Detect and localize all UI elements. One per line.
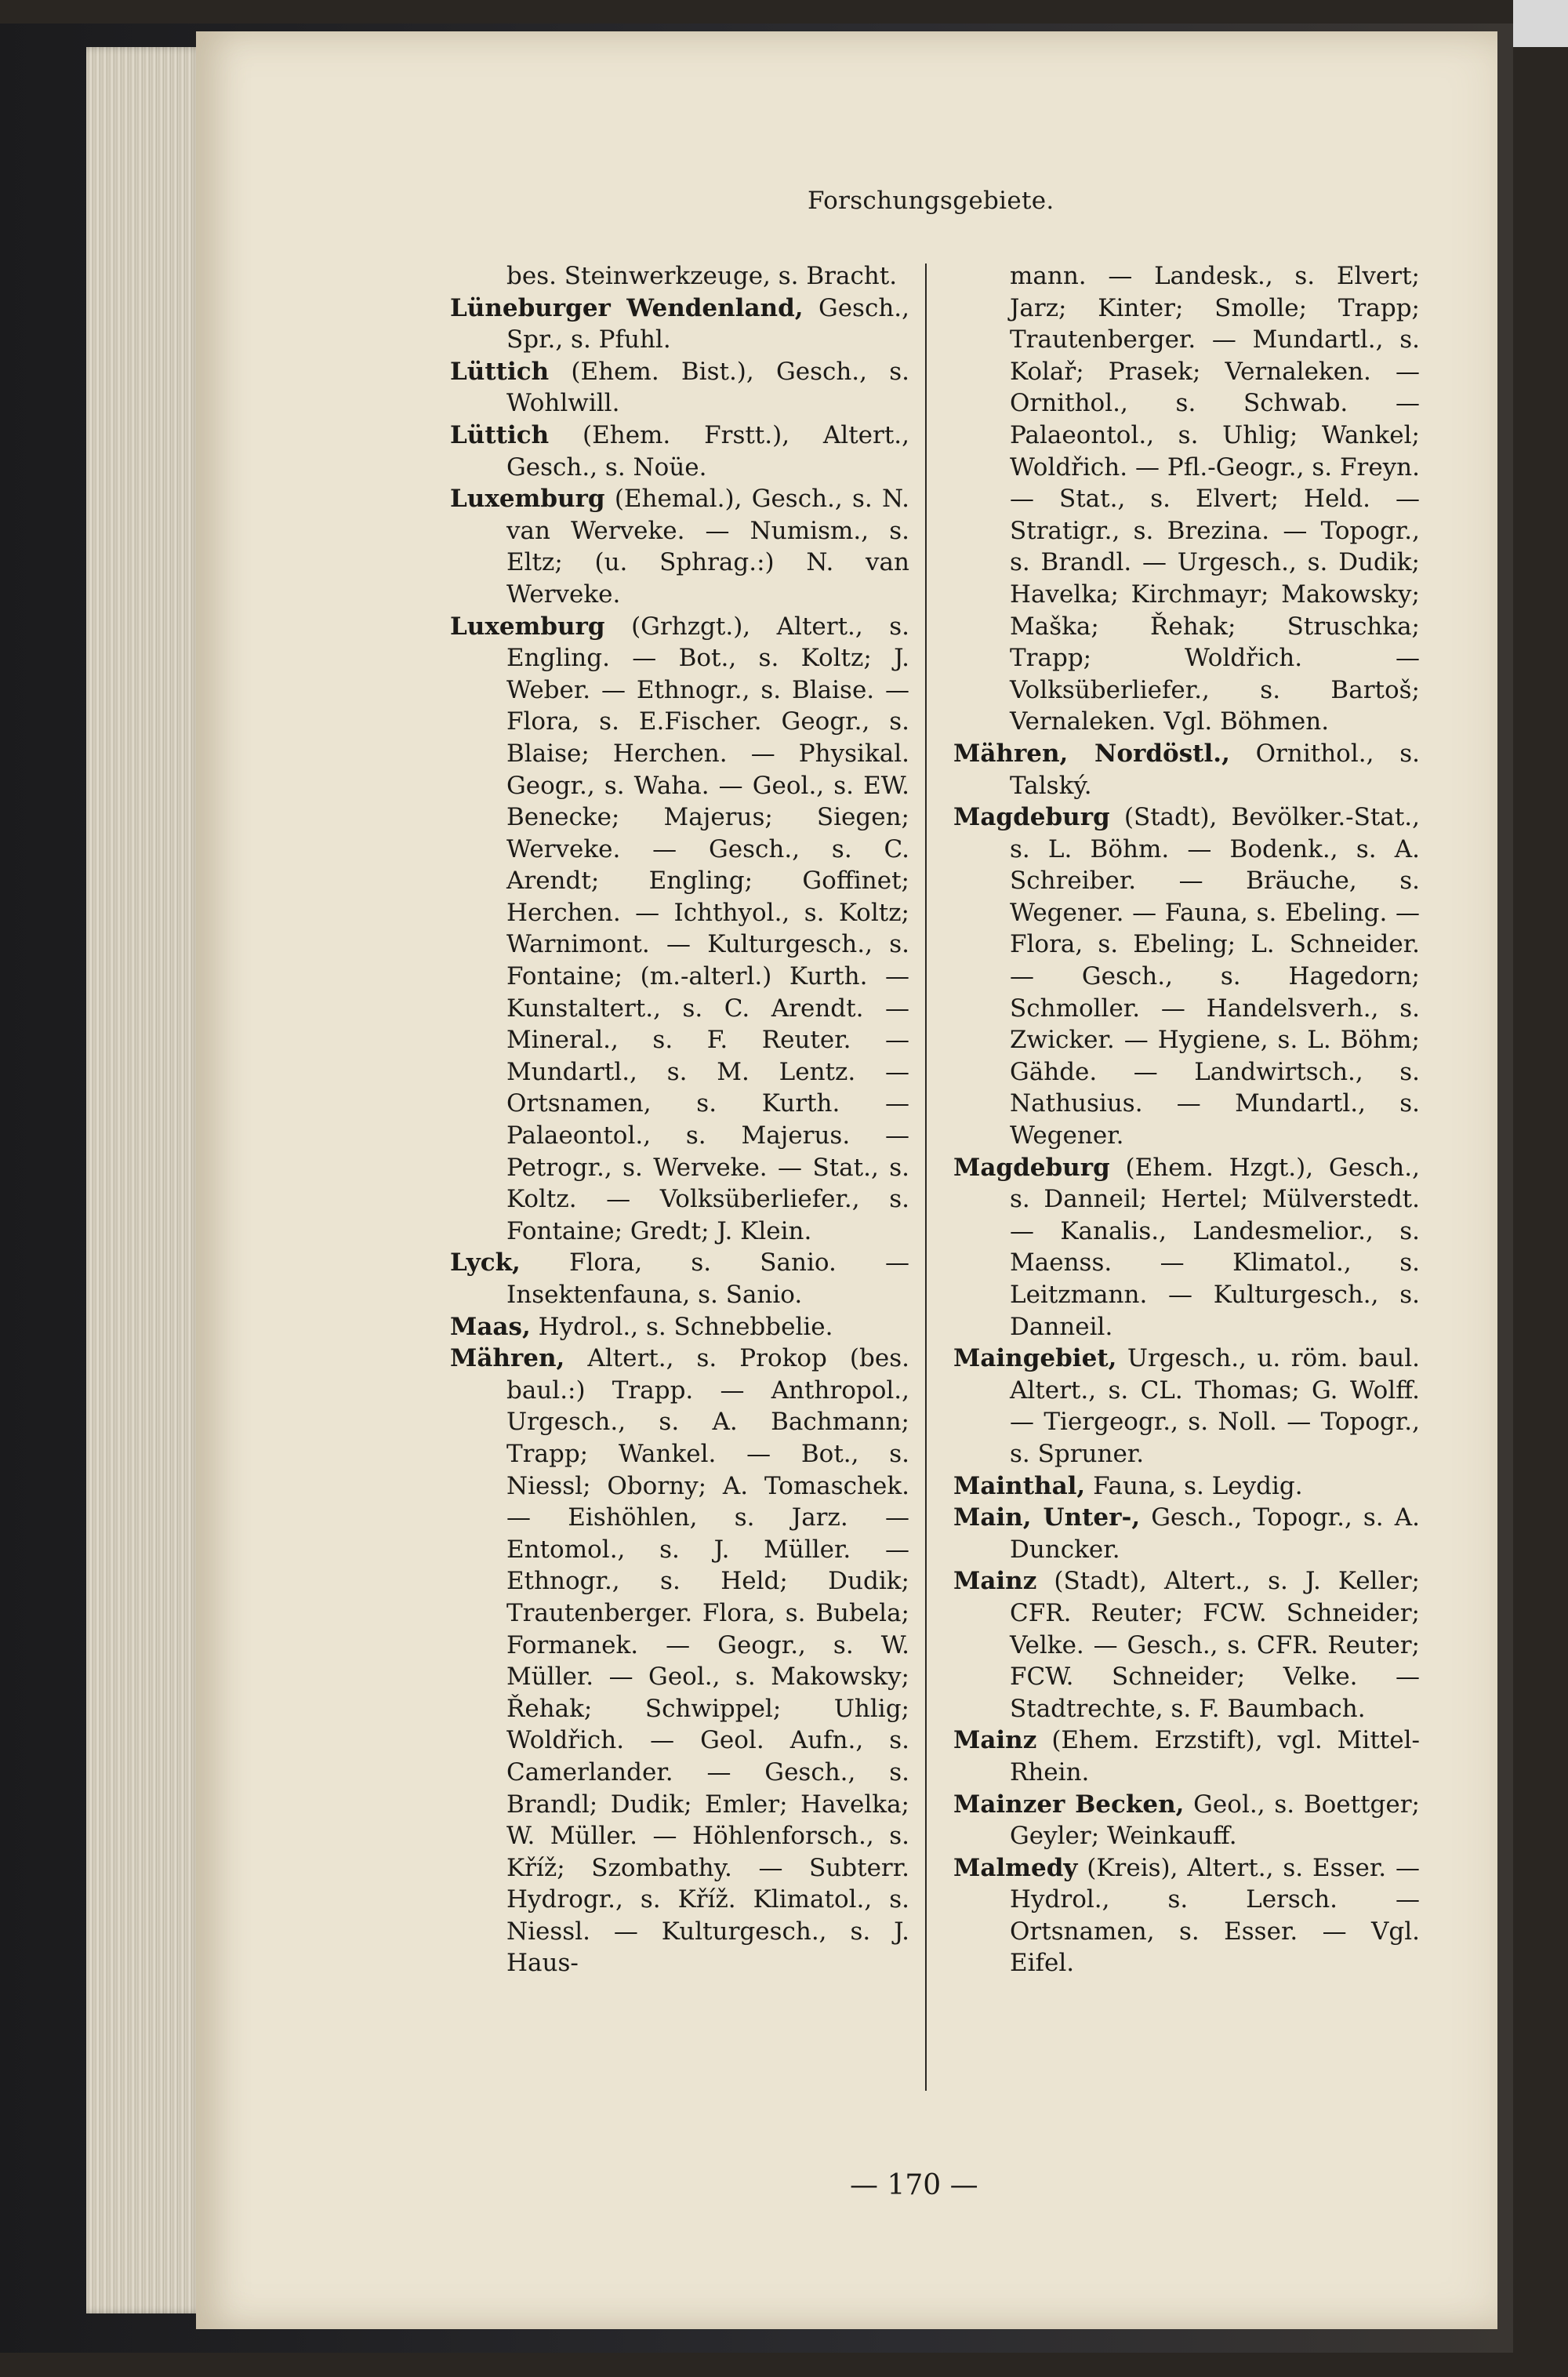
entry-text: (Ehem. Frstt.), Altert., Gesch., s. Noüe. [506, 420, 909, 482]
index-entry [450, 260, 909, 293]
entry-headword: Mainthal, [953, 1471, 1086, 1500]
index-entry [450, 420, 909, 483]
entry-text: Fauna, s. Leydig. [1093, 1471, 1303, 1500]
entry-headword: Main, Unter-, [953, 1503, 1141, 1532]
entry-headword: Luxemburg [450, 485, 605, 514]
running-head: Forschungsgebiete. [808, 187, 1054, 215]
index-entry [450, 356, 909, 420]
entry-headword: Mainz [953, 1726, 1037, 1755]
index-entry [450, 1343, 909, 1979]
index-entry [450, 611, 909, 1248]
index-entry [953, 1789, 1420, 1852]
index-entry [953, 1502, 1420, 1565]
index-entry [953, 801, 1420, 1152]
entry-text: (Kreis), Altert., s. Esser. — Hydrol., s. Lersch. — Ortsnamen, s. Esser. — Vgl. Eifel. [1010, 1853, 1420, 1978]
entry-text: (Grhzgt.), Altert., s. Engling. — Bot., s. Koltz; J. Weber. — Ethnogr., s. Blaise. — Flora, s. E.Fischer. Geogr., s. Blaise; Herchen. — Physikal. Geogr., s. Waha. — Geol., s. EW. Benecke; Majerus; Siegen; Werveke. — Gesch., s. C. Arendt; Engling; Goffinet; Herchen. — Ichthyol., s. Koltz; Warnimont. — Kulturgesch., s. Fontaine; (m.-alterl.) Kurth. — Kunstaltert., s. C. Arendt. — Mineral., s. F. Reuter. — Mundartl., s. M. Lentz. — Ortsnamen, s. Kurth. — Palaeontol., s. Majerus. — Petrogr., s. Werveke. — Stat., s. Koltz. — Volksüberliefer., s. Fontaine; Gredt; J. Klein. [506, 612, 909, 1245]
entry-text: (Stadt), Altert., s. J. Keller; CFR. Reuter; FCW. Schneider; Velke. — Gesch., s. CFR. Reuter; FCW. Schneider; Velke. — Stadtrechte, s. F. Baumbach. [1010, 1567, 1420, 1723]
entry-headword: Maas, [450, 1312, 531, 1341]
entry-text: Geol., s. Boettger; Geyler; Weinkauff. [1010, 1790, 1420, 1851]
entry-text: Urgesch., u. röm. baul. Altert., s. CL. Thomas; G. Wolff. — Tiergeogr., s. Noll. — Topogr., s. Spruner. [1010, 1344, 1420, 1468]
index-entry [953, 260, 1420, 738]
index-entry [953, 1470, 1420, 1503]
page-number: — 170 — [850, 2169, 978, 2201]
entry-headword: Luxemburg [450, 612, 605, 641]
entry-text: (Ehem. Bist.), Gesch., s. Wohlwill. [506, 357, 909, 418]
entry-headword: Lyck, [450, 1248, 521, 1278]
index-entry [450, 1247, 909, 1310]
index-entry [953, 1565, 1420, 1725]
entry-text: (Ehem. Erzstift), vgl. Mittel-Rhein. [1010, 1726, 1420, 1786]
entry-headword: Malmedy [953, 1853, 1078, 1882]
index-entry [953, 1152, 1420, 1343]
entry-headword: Mähren, [450, 1344, 565, 1373]
page-edges [86, 47, 204, 2313]
index-entry [953, 738, 1420, 801]
left-column [450, 260, 909, 1979]
scan-corner [1513, 0, 1568, 47]
entry-headword: Lüttich [450, 420, 550, 449]
entry-headword: Magdeburg [953, 1153, 1110, 1182]
entry-text: (Stadt), Bevölker.-Stat., s. L. Böhm. — Bodenk., s. A. Schreiber. — Bräuche, s. Wegener. — Fauna, s. Ebeling. — Flora, s. Ebeling; L. Schneider. — Gesch., s. Hagedorn; Schmoller. — Handelsverh., s. Zwicker. — Hygiene, s. L. Böhm; Gähde. — Landwirtsch., s. Nathusius. — Mundartl., s. Wegener. [1010, 803, 1420, 1150]
entry-text: (Ehemal.), Gesch., s. N. van Werveke. — Numism., s. Eltz; (u. Sphrag.:) N. van Werveke. [506, 485, 909, 609]
index-entry [953, 1725, 1420, 1788]
entry-text: bes. Steinwerkzeuge, s. Bracht. [506, 262, 898, 290]
index-entry [450, 293, 909, 356]
entry-text: mann. — Landesk., s. Elvert; Jarz; Kinter; Smolle; Trapp; Trautenberger. — Mundartl., s. Kolař; Prasek; Vernaleken. — Ornithol., s. Schwab. — Palaeontol., s. Uhlig; Wankel; Woldřich. — Pfl.-Geogr., s. Freyn. — Stat., s. Elvert; Held. — Stratigr., s. Brezina. — Topogr., s. Brandl. — Urgesch., s. Dudik; Havelka; Kirchmayr; Makowsky; Maška; Řehak; Struschka; Trapp; Woldřich. — Volksüberliefer., s. Bartoš; Vernaleken. Vgl. Böhmen. [1010, 262, 1420, 736]
column-rule [925, 264, 927, 2091]
entry-headword: Mainz [953, 1567, 1037, 1596]
entry-text: Hydrol., s. Schnebbelie. [538, 1312, 833, 1341]
entry-text: Flora, s. Sanio. — Insektenfauna, s. Sanio. [506, 1248, 909, 1309]
entry-headword: Lüneburger Wendenland, [450, 293, 804, 322]
entry-headword: Maingebiet, [953, 1344, 1117, 1373]
index-entry [953, 1343, 1420, 1470]
index-entry [450, 483, 909, 610]
entry-headword: Mainzer Becken, [953, 1790, 1185, 1819]
index-entry [953, 1852, 1420, 1979]
right-column [953, 260, 1420, 1979]
index-entry [450, 1311, 909, 1343]
entry-text: Ornithol., s. Talský. [1010, 739, 1420, 800]
entry-headword: Mähren, Nordöstl., [953, 739, 1230, 768]
entry-text: Gesch., Topogr., s. A. Duncker. [1010, 1503, 1420, 1564]
entry-text: Altert., s. Prokop (bes. baul.:) Trapp. — Anthropol., Urgesch., s. A. Bachmann; Trapp; Wankel. — Bot., s. Niessl; Oborny; A. Tomaschek. — Eishöhlen, s. Jarz. — Entomol., s. J. Müller. — Ethnogr., s. Held; Dudik; Trautenberger. Flora, s. Bubela; Formanek. — Geogr., s. W. Müller. — Geol., s. Makowsky; Řehak; Schwippel; Uhlig; Woldřich. — Geol. Aufn., s. Camerlander. — Gesch., s. Brandl; Dudik; Emler; Havelka; W. Müller. — Höhlenforsch., s. Kříž; Szombathy. — Subterr. Hydrogr., s. Kříž. Klimatol., s. Niessl. — Kulturgesch., s. J. Haus- [506, 1344, 909, 1978]
entry-text: (Ehem. Hzgt.), Gesch., s. Danneil; Hertel; Mülverstedt. — Kanalis., Landesmelior., s. Maenss. — Klimatol., s. Leitzmann. — Kulturgesch., s. Danneil. [1010, 1153, 1420, 1341]
entry-headword: Magdeburg [953, 803, 1110, 832]
entry-text: Gesch., Spr., s. Pfuhl. [506, 293, 909, 354]
entry-headword: Lüttich [450, 357, 550, 386]
